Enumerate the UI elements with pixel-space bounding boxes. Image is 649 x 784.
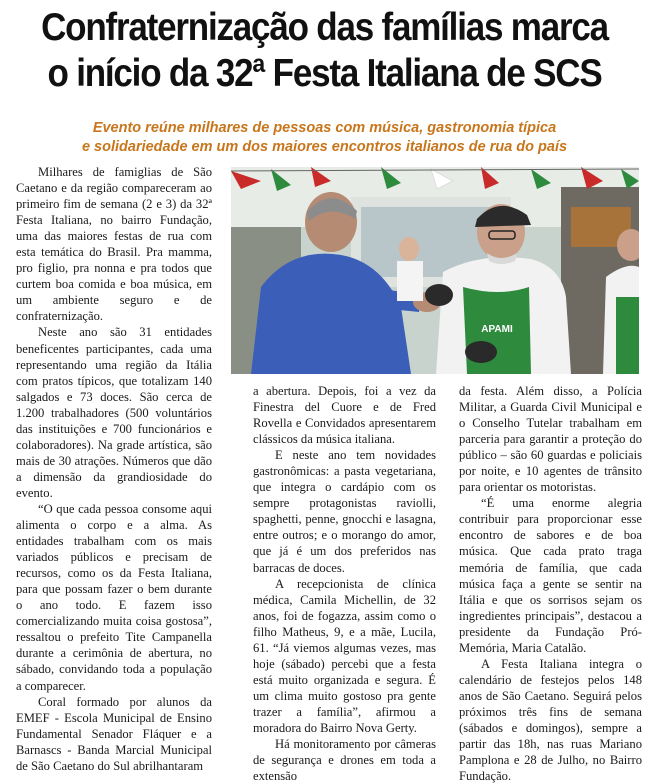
paragraph: Há monitoramento por câmeras de segurança e drones em toda a extensão	[253, 737, 436, 784]
paragraph: Milhares de famiglias de São Caetano e da região compareceram ao primeiro fim de semana (2 e 3) da 32ª Festa Italiana, no bairro Fundação, uma das maiores festas de rua com esta temática do Brasil. Pra mamma, pro figlio, pra nonna e pra todos que curtem boa comida e boa música, em um ambiente seguro e de confraternização.	[16, 165, 212, 324]
paragraph: a abertura. Depois, foi a vez da Finestra del Cuore e de Fred Rovella e Convidados apresentarem clássicos da música italiana.	[253, 384, 436, 447]
paragraph: Coral formado por alunos da EMEF - Escola Municipal de Ensino Fundamental Senador Fláquer e a Barnascs - Banda Marcial Municipal de São Caetano do Sul abrilhantaram	[16, 694, 212, 773]
paragraph: “O que cada pessoa consome aqui alimenta o corpo e a alma. As entidades trabalham com os mais variados públicos e precisam de recursos, como os da Festa Italiana, para que possam fazer o bem durante o ano todo. E fazem isso comercializando muita coisa gostosa”, ressaltou o prefeito Tite Campanella durante a cerimônia de abertura, no sábado, convidando toda a população a comparecer.	[16, 501, 212, 693]
subheadline	[12, 119, 637, 157]
subheadline-line-1: Evento reúne milhares de pessoas com música, gastronomia típica	[92, 120, 557, 136]
headline-line-2: o início da 32ª Festa Italiana de SCS	[47, 51, 602, 95]
paragraph: da festa. Além disso, a Polícia Militar, a Guarda Civil Municipal e o Conselho Tutelar trabalham em parceria para garantir a proteção do público – são 60 guardas e policiais por noite, e 10 agentes de trânsito para orientar os motoristas.	[459, 384, 642, 495]
paragraph: E neste ano tem novidades gastronômicas: a pasta vegetariana, que integra o cardápio com os sempre protagonistas raviolli, spaghetti, penne, gnocchi e lasagna, entre outros; e o morango do amor, que já é um dos preferidos nas barracas de doces.	[253, 448, 436, 575]
apron-text: APAMI	[481, 324, 513, 335]
article-column-1	[16, 164, 212, 774]
paragraph: A Festa Italiana integra o calendário de festejos pelos 148 anos de São Caetano. Seguirá pelos próximos três fins de semana (sábados e domingos), sempre a partir das 18h, nas ruas Mariano Pamplona e 28 de Julho, no Bairro Fundação.	[459, 656, 642, 784]
headline	[8, 4, 641, 96]
paragraph: “É uma enorme alegria contribuir para proporcionar esse encontro de sabores e de boa música. Que cada prato traga memória de família, que cada música faça a gente se sentir na Itália e que os sorrisos sejam os ingredientes principais”, destacou a presidente da Fundação Pró-Memória, Maria Catalão.	[459, 496, 642, 655]
article-column-2	[253, 383, 436, 784]
headline-line-1: Confraternização das famílias marca	[41, 5, 608, 49]
paragraph: Neste ano são 31 entidades beneficentes participantes, cada uma representando uma região da Itália com pratos típicos, que totalizam 140 salgados e 73 doces. São cerca de 1.200 trabalhadores (500 voluntários das instituições e 700 funcionários e colaboradores). Na grade artística, são mais de 30 atrações. Números que dão a dimensão da grandiosidade do evento.	[16, 325, 212, 500]
article-column-3	[459, 383, 642, 784]
photo-illustration	[231, 167, 639, 374]
article-photo	[231, 167, 639, 374]
subheadline-line-2: e solidariedade em um dos maiores encontros italianos de rua do país	[81, 139, 568, 155]
paragraph: A recepcionista de clínica médica, Camila Michellin, de 32 anos, foi de fogazza, assim como o filho Matheus, 9, e a mãe, Lucila, 61. “Já viemos algumas vezes, mas hoje (sábado) percebi que a festa está muito organizada e segura. É um clima muito gostoso pra gente trazer a família”, afirmou a moradora do Bairro Nova Gerty.	[253, 576, 436, 735]
